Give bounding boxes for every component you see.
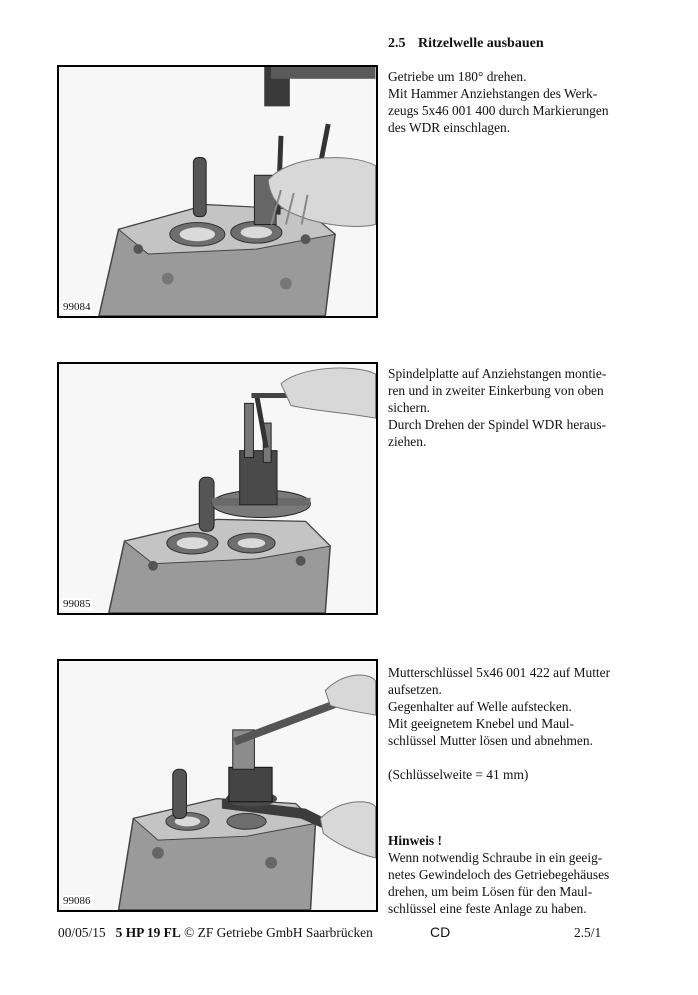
- footer-left: [58, 925, 373, 941]
- text-line: ziehen.: [388, 434, 427, 449]
- footer-page: 2.5/1: [574, 925, 602, 940]
- figure-number: 99085: [63, 598, 91, 610]
- text-line: zeugs 5x46 001 400 durch Markierungen: [388, 103, 609, 118]
- gearbox-hammer-illustration: [59, 67, 376, 316]
- text-line: ren und in zweiter Einkerbung von oben: [388, 383, 604, 398]
- step-1-text: [388, 68, 638, 136]
- footer-model: 5 HP 19 FL: [115, 925, 181, 940]
- text-line: aufsetzen.: [388, 682, 442, 697]
- figure-number: 99086: [63, 895, 91, 907]
- step-3-text: [388, 664, 638, 783]
- text-line: netes Gewindeloch des Getriebegehäuses: [388, 867, 610, 882]
- text-line: schlüssel Mutter lösen und abnehmen.: [388, 733, 593, 748]
- text-line: Getriebe um 180° drehen.: [388, 69, 527, 84]
- spindle-plate-illustration: [59, 364, 376, 613]
- section-title: Ritzelwelle ausbauen: [418, 36, 544, 51]
- text-line: Gegenhalter auf Welle aufstecken.: [388, 699, 572, 714]
- text-line: sichern.: [388, 400, 431, 415]
- text-line: Spindelplatte auf Anziehstangen montie-: [388, 366, 607, 381]
- note-title: Hinweis !: [388, 833, 442, 848]
- text-line: Wenn notwendig Schraube in ein geeig-: [388, 850, 603, 865]
- figure-99085: [57, 362, 378, 615]
- figure-number: 99084: [63, 301, 91, 313]
- wrench-size: (Schlüsselweite = 41 mm): [388, 767, 529, 782]
- wrench-nut-illustration: [59, 661, 376, 910]
- text-line: Mit geeignetem Knebel und Maul-: [388, 716, 574, 731]
- section-heading: [388, 36, 544, 52]
- text-line: Mit Hammer Anziehstangen des Werk-: [388, 86, 598, 101]
- text-line: Mutterschlüssel 5x46 001 422 auf Mutter: [388, 665, 611, 680]
- section-number: 2.5: [388, 36, 406, 51]
- footer-code: CD: [430, 924, 451, 940]
- footer-date: 00/05/15: [58, 925, 106, 940]
- text-line: drehen, um beim Lösen für den Maul-: [388, 884, 593, 899]
- figure-99086: [57, 659, 378, 912]
- footer-copyright: © ZF Getriebe GmbH Saarbrücken: [184, 925, 373, 940]
- text-line: des WDR einschlagen.: [388, 120, 511, 135]
- step-2-text: [388, 365, 638, 450]
- text-line: schlüssel eine feste Anlage zu haben.: [388, 901, 587, 916]
- note-block: [388, 832, 638, 917]
- text-line: Durch Drehen der Spindel WDR heraus-: [388, 417, 607, 432]
- figure-99084: [57, 65, 378, 318]
